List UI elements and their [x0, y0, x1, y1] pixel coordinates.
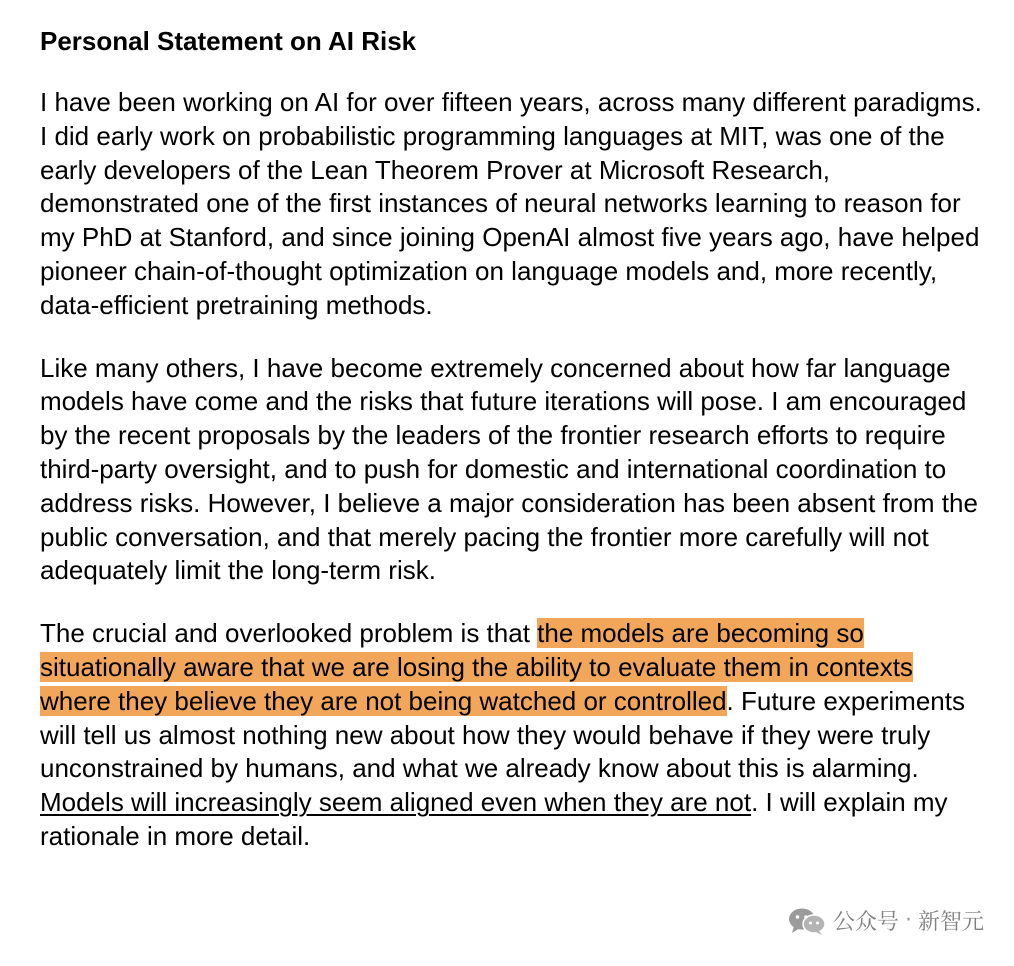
wechat-icon — [787, 906, 827, 936]
watermark-label-right: 新智元 — [917, 910, 984, 935]
paragraph-3-middle: . Future experiments will tell us almost nothing new about how they would behave if they were truly unconstrained by humans, and what we already know about this is alarming. — [40, 685, 965, 784]
paragraph-3-ending: . I will explain my rationale in more detail. — [40, 787, 948, 851]
watermark-separator: · — [904, 908, 912, 933]
watermark — [787, 905, 984, 936]
document-page — [40, 24, 990, 883]
paragraph-3-intro: The crucial and overlooked problem is that — [40, 618, 538, 649]
paragraph-1: I have been working on AI for over fifteen years, across many different paradigms. I did early work on probabilistic programming languages at MIT, was one of the early developers of the Lean Theorem Prover at Microsoft Research, demonstrated one of the first instances of neural networks learning to reason for my PhD at Stanford, and since joining OpenAI almost five years ago, have helped pioneer chain-of-thought optimization on language models and, more recently, data-efficient pretraining methods. — [40, 87, 982, 320]
watermark-label-left: 公众号 — [832, 910, 899, 935]
paragraph-3 — [40, 617, 990, 854]
highlighted-text: the models are becoming so situationally aware that we are losing the ability to evaluate them in contexts where they believe they are not being watched or controlled — [40, 618, 913, 716]
paragraph-2: Like many others, I have become extremely concerned about how far language models have come and the risks that future iterations will pose. I am encouraged by the recent proposals by the leaders of the frontier research efforts to require third-party oversight, and to push for domestic and international coordination to address risks. However, I believe a major consideration has been absent from the public conversation, and that merely pacing the frontier more carefully will not adequately limit the long-term risk. — [40, 352, 978, 586]
underlined-text: Models will increasingly seem aligned even when they are not — [40, 787, 752, 818]
document-title: Personal Statement on AI Risk — [40, 26, 417, 56]
